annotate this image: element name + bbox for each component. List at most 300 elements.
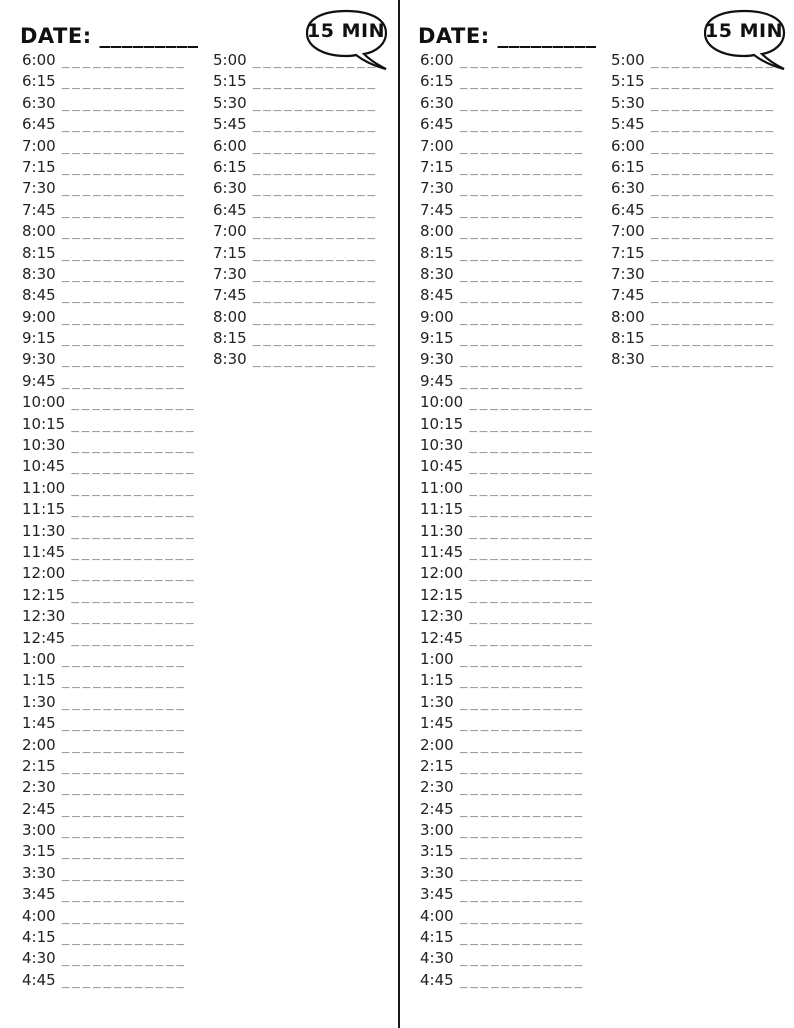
time-slot-row <box>22 670 207 691</box>
time-slot-row <box>611 71 791 92</box>
time-slot-row <box>420 521 605 542</box>
time-label: 12:00 <box>420 564 464 583</box>
time-slot-row <box>22 157 207 178</box>
time-slot-row <box>22 200 207 221</box>
time-label: 7:15 <box>420 157 454 176</box>
time-slot-row <box>420 756 605 777</box>
time-label: 11:30 <box>420 521 464 540</box>
time-slot-row <box>213 200 393 221</box>
date-label: DATE: <box>20 24 92 48</box>
time-label: 7:30 <box>22 179 56 198</box>
write-in-line[interactable]: ____________ <box>61 225 187 241</box>
time-slot-row <box>420 628 605 649</box>
write-in-line[interactable]: ____________ <box>459 781 585 797</box>
write-in-line[interactable]: ____________ <box>61 888 187 904</box>
time-label: 8:00 <box>22 222 56 241</box>
time-label: 11:15 <box>420 500 464 519</box>
time-slot-row <box>213 221 393 242</box>
time-label: 9:45 <box>22 371 56 390</box>
write-in-line[interactable]: ____________ <box>252 246 378 262</box>
write-in-line[interactable]: ____________ <box>252 75 378 91</box>
time-slot-row <box>420 820 605 841</box>
time-label: 8:00 <box>213 307 247 326</box>
write-in-line[interactable]: ____________ <box>469 610 595 626</box>
time-slot-row <box>611 328 791 349</box>
write-in-line[interactable]: ____________ <box>61 267 187 283</box>
time-label: 8:30 <box>22 264 56 283</box>
write-in-line[interactable]: ____________ <box>459 246 585 262</box>
badge-label: 15 MIN <box>705 20 783 42</box>
time-slot-row <box>420 392 605 413</box>
write-in-line[interactable]: ____________ <box>650 54 776 69</box>
write-in-line[interactable]: ____________ <box>469 481 595 497</box>
write-in-line[interactable]: ____________ <box>459 118 585 134</box>
write-in-line[interactable]: ____________ <box>459 952 585 968</box>
time-label: 1:00 <box>420 649 454 668</box>
time-label: 10:00 <box>22 393 66 412</box>
time-slot-row <box>213 71 393 92</box>
time-label: 6:45 <box>420 115 454 134</box>
time-label: 4:30 <box>420 949 454 968</box>
time-label: 12:00 <box>22 564 66 583</box>
write-in-line[interactable]: ____________ <box>252 96 378 112</box>
time-slot-row <box>420 328 605 349</box>
write-in-line[interactable]: ____________ <box>650 310 776 326</box>
write-in-line[interactable]: ____________ <box>252 225 378 241</box>
time-slot-row <box>611 50 791 71</box>
time-label: 8:30 <box>611 350 645 369</box>
time-label: 6:00 <box>22 51 56 69</box>
write-in-line[interactable]: ____________ <box>71 588 197 604</box>
time-label: 1:45 <box>22 714 56 733</box>
time-slot-row <box>611 200 791 221</box>
write-in-line[interactable]: ____________ <box>469 417 595 433</box>
time-label: 7:30 <box>213 264 247 283</box>
time-slot-row <box>420 478 605 499</box>
time-slot-row <box>611 93 791 114</box>
time-label: 3:15 <box>22 842 56 861</box>
write-in-line[interactable]: ____________ <box>459 931 585 947</box>
write-in-line[interactable]: ____________ <box>61 652 187 668</box>
time-slot-row <box>213 114 393 135</box>
time-label: 7:30 <box>611 264 645 283</box>
planner-page-right <box>398 0 783 1028</box>
write-in-line[interactable]: ____________ <box>61 332 187 348</box>
time-label: 6:15 <box>611 157 645 176</box>
time-label: 10:30 <box>22 436 66 455</box>
write-in-line[interactable]: ____________ <box>459 96 585 112</box>
time-slot-row <box>213 157 393 178</box>
write-in-line[interactable]: ____________ <box>71 524 197 540</box>
write-in-line[interactable]: ____________ <box>459 139 585 155</box>
time-label: 12:45 <box>420 628 464 647</box>
write-in-line[interactable]: ____________ <box>71 503 197 519</box>
planner-page-left <box>0 0 385 1028</box>
write-in-line[interactable]: ____________ <box>459 54 585 69</box>
time-slot-row <box>22 927 207 948</box>
date-blank-line: _________ <box>497 24 597 48</box>
time-slot-row <box>420 264 605 285</box>
time-slot-row <box>22 649 207 670</box>
write-in-line[interactable]: ____________ <box>252 353 378 369</box>
write-in-line[interactable]: ____________ <box>459 652 585 668</box>
time-label: 8:30 <box>420 264 454 283</box>
write-in-line[interactable]: ____________ <box>61 118 187 134</box>
write-in-line[interactable]: ____________ <box>252 54 378 69</box>
time-label: 7:15 <box>213 243 247 262</box>
time-label: 12:15 <box>22 585 66 604</box>
time-slot-row <box>22 456 207 477</box>
time-slot-row <box>22 243 207 264</box>
write-in-line[interactable]: ____________ <box>61 695 187 711</box>
write-in-line[interactable]: ____________ <box>459 75 585 91</box>
time-label: 1:00 <box>22 649 56 668</box>
time-slot-row <box>22 713 207 734</box>
time-slot-row <box>611 307 791 328</box>
time-label: 10:30 <box>420 436 464 455</box>
write-in-line[interactable]: ____________ <box>252 267 378 283</box>
time-label: 11:45 <box>420 542 464 561</box>
time-slot-row <box>213 243 393 264</box>
write-in-line[interactable]: ____________ <box>459 203 585 219</box>
time-label: 5:45 <box>611 115 645 134</box>
write-in-line[interactable]: ____________ <box>61 374 187 390</box>
write-in-line[interactable]: ____________ <box>61 952 187 968</box>
time-slot-row <box>213 285 393 306</box>
write-in-line[interactable]: ____________ <box>650 332 776 348</box>
time-slot-row <box>420 970 605 991</box>
write-in-line[interactable]: ____________ <box>650 118 776 134</box>
time-slot-row <box>213 136 393 157</box>
time-slot-row <box>420 563 605 584</box>
time-slot-row <box>420 200 605 221</box>
time-slot-row <box>420 649 605 670</box>
write-in-line[interactable]: ____________ <box>469 524 595 540</box>
time-slot-row <box>611 285 791 306</box>
write-in-line[interactable]: ____________ <box>252 182 378 198</box>
write-in-line[interactable]: ____________ <box>459 824 585 840</box>
time-slot-row <box>22 542 207 563</box>
time-slot-row <box>420 927 605 948</box>
time-slot-row <box>22 820 207 841</box>
time-slot-row <box>22 756 207 777</box>
write-in-line[interactable]: ____________ <box>650 203 776 219</box>
write-in-line[interactable]: ____________ <box>459 909 585 925</box>
write-in-line[interactable]: ____________ <box>61 824 187 840</box>
write-in-line[interactable]: ____________ <box>61 353 187 369</box>
write-in-line[interactable]: ____________ <box>61 310 187 326</box>
write-in-line[interactable]: ____________ <box>459 289 585 305</box>
time-slot-row <box>420 50 605 71</box>
time-slot-row <box>420 542 605 563</box>
time-label: 7:30 <box>420 179 454 198</box>
time-slot-row <box>22 521 207 542</box>
write-in-line[interactable]: ____________ <box>252 118 378 134</box>
time-label: 7:45 <box>611 286 645 305</box>
write-in-line[interactable]: ____________ <box>61 289 187 305</box>
write-in-line[interactable]: ____________ <box>71 567 197 583</box>
time-label: 6:00 <box>420 51 454 69</box>
time-label: 4:30 <box>22 949 56 968</box>
time-slot-row <box>22 371 207 392</box>
time-slot-row <box>420 713 605 734</box>
write-in-line[interactable]: ____________ <box>459 845 585 861</box>
time-label: 2:15 <box>22 756 56 775</box>
write-in-line[interactable]: ____________ <box>252 139 378 155</box>
time-slot-row <box>611 178 791 199</box>
time-slot-row <box>420 93 605 114</box>
write-in-line[interactable]: ____________ <box>61 973 187 989</box>
write-in-line[interactable]: ____________ <box>459 866 585 882</box>
write-in-line[interactable]: ____________ <box>459 374 585 390</box>
write-in-line[interactable]: ____________ <box>61 674 187 690</box>
write-in-line[interactable]: ____________ <box>252 289 378 305</box>
time-column-main <box>22 50 207 991</box>
time-label: 3:00 <box>22 821 56 840</box>
write-in-line[interactable]: ____________ <box>459 717 585 733</box>
write-in-line[interactable]: ____________ <box>650 160 776 176</box>
write-in-line[interactable]: ____________ <box>469 545 595 561</box>
write-in-line[interactable]: ____________ <box>71 481 197 497</box>
write-in-line[interactable]: ____________ <box>459 759 585 775</box>
time-label: 8:15 <box>611 329 645 348</box>
time-slot-row <box>420 221 605 242</box>
time-slot-row <box>420 307 605 328</box>
write-in-line[interactable]: ____________ <box>469 503 595 519</box>
time-slot-row <box>420 349 605 370</box>
write-in-line[interactable]: ____________ <box>61 203 187 219</box>
write-in-line[interactable]: ____________ <box>252 160 378 176</box>
write-in-line[interactable]: ____________ <box>61 802 187 818</box>
write-in-line[interactable]: ____________ <box>61 160 187 176</box>
time-label: 10:00 <box>420 393 464 412</box>
write-in-line[interactable]: ____________ <box>61 246 187 262</box>
write-in-line[interactable]: ____________ <box>252 310 378 326</box>
write-in-line[interactable]: ____________ <box>61 75 187 91</box>
write-in-line[interactable]: ____________ <box>459 160 585 176</box>
time-slot-row <box>22 948 207 969</box>
time-label: 8:45 <box>22 286 56 305</box>
time-slot-row <box>22 50 207 71</box>
time-label: 6:15 <box>420 72 454 91</box>
time-label: 3:30 <box>22 863 56 882</box>
time-slot-row <box>22 884 207 905</box>
time-slot-row <box>213 178 393 199</box>
time-label: 12:15 <box>420 585 464 604</box>
time-label: 7:45 <box>213 286 247 305</box>
write-in-line[interactable]: ____________ <box>650 289 776 305</box>
time-label: 7:15 <box>611 243 645 262</box>
time-slot-row <box>22 264 207 285</box>
write-in-line[interactable]: ____________ <box>61 866 187 882</box>
write-in-line[interactable]: ____________ <box>459 695 585 711</box>
write-in-line[interactable]: ____________ <box>61 738 187 754</box>
time-label: 8:30 <box>213 350 247 369</box>
date-heading <box>20 24 198 48</box>
time-slot-row <box>22 863 207 884</box>
time-slot-row <box>420 777 605 798</box>
write-in-line[interactable]: ____________ <box>459 973 585 989</box>
time-slot-row <box>213 328 393 349</box>
time-label: 7:00 <box>420 136 454 155</box>
write-in-line[interactable]: ____________ <box>61 781 187 797</box>
time-label: 12:30 <box>22 607 66 626</box>
time-slot-row <box>420 863 605 884</box>
write-in-line[interactable]: ____________ <box>61 759 187 775</box>
time-slot-row <box>22 735 207 756</box>
time-slot-row <box>420 692 605 713</box>
time-label: 6:30 <box>22 93 56 112</box>
time-slot-row <box>611 349 791 370</box>
time-slot-row <box>420 841 605 862</box>
time-label: 9:00 <box>420 307 454 326</box>
time-label: 7:15 <box>22 157 56 176</box>
write-in-line[interactable]: ____________ <box>61 717 187 733</box>
time-slot-row <box>22 414 207 435</box>
time-label: 2:45 <box>22 799 56 818</box>
time-label: 4:45 <box>420 970 454 989</box>
time-label: 6:30 <box>611 179 645 198</box>
time-label: 6:45 <box>611 200 645 219</box>
time-column-evening <box>213 50 393 371</box>
time-label: 11:30 <box>22 521 66 540</box>
write-in-line[interactable]: ____________ <box>61 139 187 155</box>
write-in-line[interactable]: ____________ <box>459 802 585 818</box>
write-in-line[interactable]: ____________ <box>469 396 595 412</box>
write-in-line[interactable]: ____________ <box>252 332 378 348</box>
write-in-line[interactable]: ____________ <box>469 588 595 604</box>
time-slot-row <box>22 799 207 820</box>
time-label: 4:00 <box>22 906 56 925</box>
write-in-line[interactable]: ____________ <box>459 888 585 904</box>
time-label: 11:00 <box>22 478 66 497</box>
write-in-line[interactable]: ____________ <box>650 353 776 369</box>
write-in-line[interactable]: ____________ <box>459 332 585 348</box>
write-in-line[interactable]: ____________ <box>61 54 187 69</box>
write-in-line[interactable]: ____________ <box>650 182 776 198</box>
write-in-line[interactable]: ____________ <box>650 267 776 283</box>
write-in-line[interactable]: ____________ <box>61 909 187 925</box>
time-label: 5:45 <box>213 115 247 134</box>
time-slot-row <box>420 285 605 306</box>
time-slot-row <box>22 221 207 242</box>
time-label: 1:15 <box>420 671 454 690</box>
write-in-line[interactable]: ____________ <box>459 738 585 754</box>
write-in-line[interactable]: ____________ <box>650 96 776 112</box>
time-label: 6:15 <box>213 157 247 176</box>
time-label: 12:30 <box>420 607 464 626</box>
write-in-line[interactable]: ____________ <box>71 631 197 647</box>
time-slot-row <box>22 628 207 649</box>
time-slot-row <box>22 777 207 798</box>
time-label: 6:45 <box>22 115 56 134</box>
time-label: 1:30 <box>22 692 56 711</box>
time-label: 5:00 <box>213 51 247 69</box>
time-label: 2:30 <box>420 778 454 797</box>
write-in-line[interactable]: ____________ <box>71 439 197 455</box>
write-in-line[interactable]: ____________ <box>71 460 197 476</box>
time-label: 8:00 <box>420 222 454 241</box>
time-slot-row <box>22 328 207 349</box>
date-blank-line: _________ <box>99 24 199 48</box>
write-in-line[interactable]: ____________ <box>71 610 197 626</box>
time-label: 4:15 <box>420 928 454 947</box>
write-in-line[interactable]: ____________ <box>61 845 187 861</box>
time-label: 8:15 <box>22 243 56 262</box>
write-in-line[interactable]: ____________ <box>459 225 585 241</box>
write-in-line[interactable]: ____________ <box>61 931 187 947</box>
write-in-line[interactable]: ____________ <box>61 96 187 112</box>
write-in-line[interactable]: ____________ <box>650 75 776 91</box>
time-slot-row <box>213 349 393 370</box>
time-slot-row <box>611 264 791 285</box>
time-label: 3:45 <box>22 885 56 904</box>
time-label: 11:00 <box>420 478 464 497</box>
time-slot-row <box>22 499 207 520</box>
time-label: 7:00 <box>22 136 56 155</box>
time-label: 3:00 <box>420 821 454 840</box>
write-in-line[interactable]: ____________ <box>459 182 585 198</box>
time-label: 6:00 <box>611 136 645 155</box>
time-label: 5:00 <box>611 51 645 69</box>
write-in-line[interactable]: ____________ <box>459 674 585 690</box>
time-column-main <box>420 50 605 991</box>
time-label: 5:15 <box>213 72 247 91</box>
write-in-line[interactable]: ____________ <box>469 631 595 647</box>
write-in-line[interactable]: ____________ <box>252 203 378 219</box>
time-label: 6:30 <box>420 93 454 112</box>
time-slot-row <box>22 841 207 862</box>
time-label: 5:30 <box>213 93 247 112</box>
time-slot-row <box>420 670 605 691</box>
time-label: 3:45 <box>420 885 454 904</box>
write-in-line[interactable]: ____________ <box>459 310 585 326</box>
write-in-line[interactable]: ____________ <box>650 225 776 241</box>
time-label: 7:45 <box>22 200 56 219</box>
write-in-line[interactable]: ____________ <box>469 439 595 455</box>
time-slot-row <box>22 606 207 627</box>
time-slot-row <box>611 157 791 178</box>
time-label: 9:30 <box>22 350 56 369</box>
time-label: 7:45 <box>420 200 454 219</box>
write-in-line[interactable]: ____________ <box>469 460 595 476</box>
date-label: DATE: <box>418 24 490 48</box>
write-in-line[interactable]: ____________ <box>650 139 776 155</box>
write-in-line[interactable]: ____________ <box>61 182 187 198</box>
time-label: 3:15 <box>420 842 454 861</box>
time-label: 4:15 <box>22 928 56 947</box>
time-slot-row <box>420 606 605 627</box>
time-slot-row <box>213 50 393 71</box>
time-slot-row <box>420 799 605 820</box>
time-slot-row <box>22 392 207 413</box>
time-slot-row <box>22 71 207 92</box>
write-in-line[interactable]: ____________ <box>71 396 197 412</box>
time-slot-row <box>22 970 207 991</box>
time-label: 2:45 <box>420 799 454 818</box>
write-in-line[interactable]: ____________ <box>459 267 585 283</box>
time-slot-row <box>420 735 605 756</box>
write-in-line[interactable]: ____________ <box>71 417 197 433</box>
write-in-line[interactable]: ____________ <box>650 246 776 262</box>
time-slot-row <box>420 114 605 135</box>
write-in-line[interactable]: ____________ <box>71 545 197 561</box>
write-in-line[interactable]: ____________ <box>459 353 585 369</box>
time-slot-row <box>22 285 207 306</box>
time-slot-row <box>420 948 605 969</box>
write-in-line[interactable]: ____________ <box>469 567 595 583</box>
time-slot-row <box>22 435 207 456</box>
